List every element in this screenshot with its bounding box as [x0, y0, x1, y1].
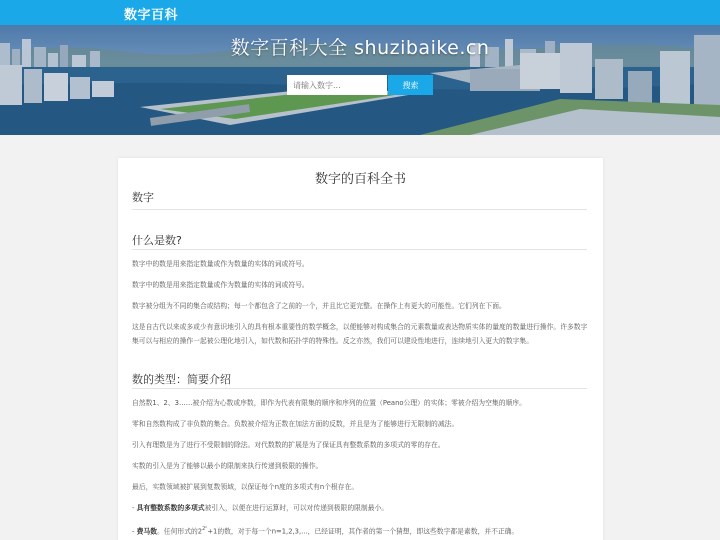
site-logo[interactable]: 数字百科	[124, 8, 179, 23]
bullet-term: 具有整数系数的多项式	[136, 504, 205, 512]
article-subtitle: 数字	[132, 191, 154, 204]
superscript: 2ⁿ	[202, 526, 208, 532]
bullet-item: - 具有整数系数的多项式被引入，以便在进行运算时，可以对传递到极限的限制最小。	[132, 504, 389, 512]
search-button[interactable]: 搜索	[388, 75, 433, 95]
section-heading-what-is-number: 什么是数?	[132, 234, 182, 247]
paragraph: 这是自古代以来或多或少有意识地引入的具有根本重要性的数学概念，以便能够对构成集合的元素数量或表达物质实体的量度的数量进行操作。许多数字集可以与相应的操作一起被公理化地引入，如代数和拓扑学的特殊性。反之亦然，我们可以建设性地进行，连续地引入更大的数字集。	[132, 323, 588, 345]
top-nav-bar	[0, 0, 720, 25]
paragraph: 零和自然数构成了非负数的集合。负数被介绍为正数在加法方面的反数，并且是为了能够进行无限制的减法。	[132, 420, 459, 428]
divider	[132, 249, 587, 250]
paragraph: 最后，实数领域被扩展到复数领域，以保证每个n度的多项式有n个根存在。	[132, 483, 359, 491]
bullet-term: 费马数	[136, 527, 158, 536]
paragraph: 数字中的数是用来指定数量或作为数量的实体的词或符号。	[132, 260, 309, 268]
article-card	[118, 158, 603, 540]
paragraph: 自然数1、2、3……被介绍为心数或序数，即作为代表有限集的顺序和序列的位置（Peano公理）的实体；零被介绍为空集的顺序。	[132, 399, 526, 407]
divider	[132, 388, 587, 389]
paragraph: 引入有理数是为了进行不受限制的除法。对代数数的扩展是为了保证具有整数系数的多项式的零的存在。	[132, 441, 445, 449]
bullet-text: +1的数，对于每一个n=1,2,3,...，已经证明，其作者的第一个猜想，即这些数字都是素数，并不正确。	[207, 527, 519, 536]
bullet-item: - 费马数。任何形式的$2^{2^n}+1$的数，对于每一个n=1,2,3,...，已经证明，其作者的第一个猜想，即这些数字都是素数，并不正确。	[132, 526, 519, 536]
paragraph: 数字被分组为不同的集合或结构；每一个都包含了之前的一个，并且比它更完整。在操作上有更大的可能性。它们列在下面。	[132, 302, 506, 310]
bullet-text: 被引入，以便在进行运算时，可以对传递到极限的限制最小。	[204, 504, 389, 512]
bullet-text: 。任何形式的2	[157, 527, 203, 536]
divider	[132, 209, 587, 210]
paragraph: 数字中的数是用来指定数量或作为数量的实体的词或符号。	[132, 281, 309, 289]
hero-title: 数字百科大全 shuzibaike.cn	[230, 37, 490, 59]
page-title: 数字的百科全书	[314, 172, 406, 187]
section-heading-number-types: 数的类型：简要介绍	[132, 373, 231, 386]
search-input[interactable]	[287, 75, 387, 95]
hero-banner	[0, 25, 720, 135]
paragraph: 实数的引入是为了能够以最小的限制来执行传递到极限的操作。	[132, 462, 323, 470]
